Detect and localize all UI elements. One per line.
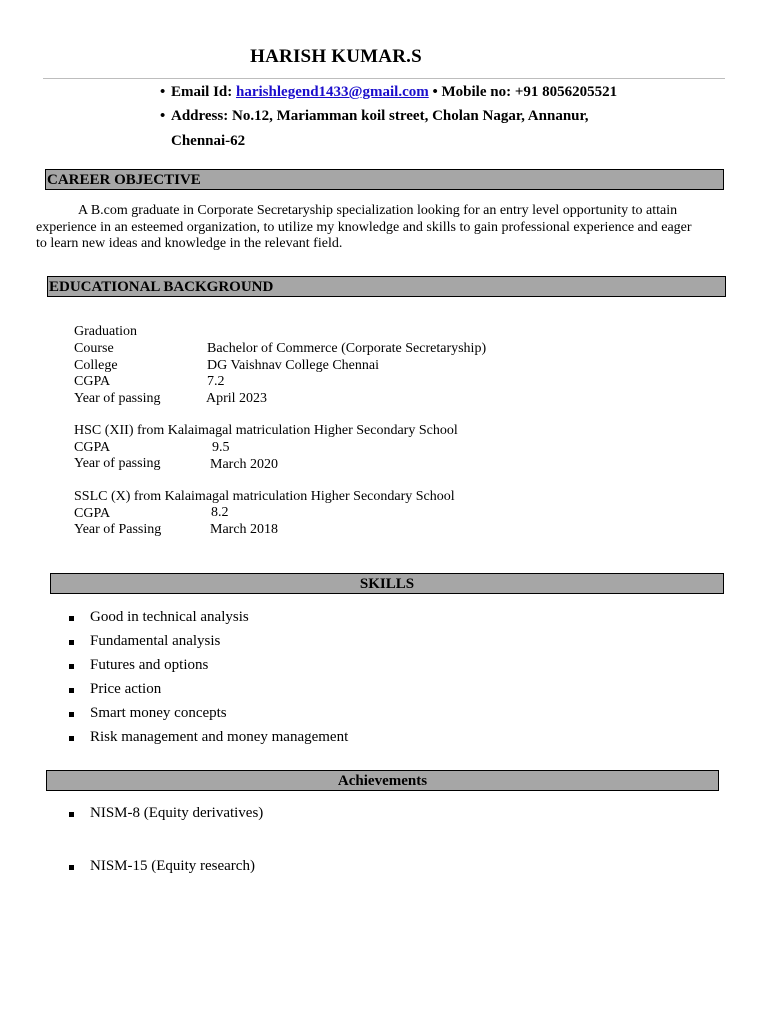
graduation-block: [74, 324, 137, 341]
objective-line: to learn new ideas and knowledge in the relevant field.: [36, 236, 343, 251]
edu-label: Year of Passing: [74, 522, 162, 537]
objective-line: experience in an esteemed organization, to utilize my knowledge and skills to gain professional experience and eager: [36, 219, 692, 235]
email-link[interactable]: harishlegend1433@gmail.com: [236, 84, 429, 100]
edu-value: 7.2: [207, 374, 225, 389]
square-bullet-icon: [69, 616, 74, 621]
sslc-values: [210, 505, 278, 538]
skill-text: Risk management and money management: [90, 729, 349, 745]
email-label: Email Id:: [171, 84, 237, 100]
career-objective-text: [36, 203, 696, 253]
career-objective-heading: CAREER OBJECTIVE: [45, 169, 724, 190]
skills-heading: SKILLS: [50, 573, 724, 594]
bullet-icon: •: [160, 108, 166, 124]
edu-value: 8.2: [211, 505, 229, 520]
achievement-text: NISM-8 (Equity derivatives): [90, 805, 264, 821]
address-continuation: Chennai-62: [171, 133, 246, 149]
contact-line-email: [160, 84, 617, 101]
edu-label: Year of passing: [74, 456, 161, 471]
bullet-icon: •: [432, 84, 438, 100]
skill-text: Fundamental analysis: [90, 633, 221, 649]
graduation-labels: [74, 341, 160, 407]
mobile-text: Mobile no: +91 8056205521: [441, 84, 618, 100]
education-heading: EDUCATIONAL BACKGROUND: [47, 276, 726, 297]
square-bullet-icon: [69, 640, 74, 645]
graduation-values: [207, 341, 486, 407]
square-bullet-icon: [69, 664, 74, 669]
skill-text: Good in technical analysis: [90, 609, 249, 625]
edu-value: 9.5: [212, 440, 230, 455]
square-bullet-icon: [69, 812, 74, 817]
edu-value: DG Vaishnav College Chennai: [207, 357, 379, 373]
edu-value: Bachelor of Commerce (Corporate Secretaryship): [207, 341, 487, 356]
sslc-title: SSLC (X) from Kalaimagal matriculation Higher Secondary School: [74, 489, 455, 504]
hsc-values: [210, 440, 278, 473]
resume-name: HARISH KUMAR.S: [250, 46, 422, 67]
edu-label: College: [74, 357, 118, 373]
edu-value: March 2018: [210, 521, 279, 537]
hsc-title: HSC (XII) from Kalaimagal matriculation Higher Secondary School: [74, 423, 458, 438]
bullet-icon: •: [160, 84, 166, 100]
objective-line: A B.com graduate in Corporate Secretaryship specialization looking for an entry level opportunity to attain: [78, 203, 678, 218]
edu-label: Course: [74, 341, 114, 356]
graduation-title: Graduation: [74, 324, 137, 339]
achievement-text: NISM-15 (Equity research): [90, 858, 255, 874]
header-divider: [43, 78, 725, 79]
edu-value: April 2023: [206, 390, 268, 406]
edu-label: Year of passing: [74, 390, 161, 406]
square-bullet-icon: [69, 712, 74, 717]
skill-text: Price action: [90, 681, 162, 697]
edu-label: CGPA: [74, 439, 111, 455]
edu-value: March 2020: [210, 456, 279, 472]
skill-text: Smart money concepts: [90, 705, 227, 721]
square-bullet-icon: [69, 736, 74, 741]
achievements-heading: Achievements: [46, 770, 719, 791]
edu-label: CGPA: [74, 374, 111, 389]
edu-label: CGPA: [74, 505, 111, 521]
skill-text: Futures and options: [90, 657, 209, 673]
contact-line-address: [160, 108, 589, 125]
square-bullet-icon: [69, 865, 74, 870]
address-text: Address: No.12, Mariamman koil street, Cholan Nagar, Annanur,: [171, 108, 589, 124]
heading-underline-gap: [220, 297, 554, 299]
square-bullet-icon: [69, 688, 74, 693]
